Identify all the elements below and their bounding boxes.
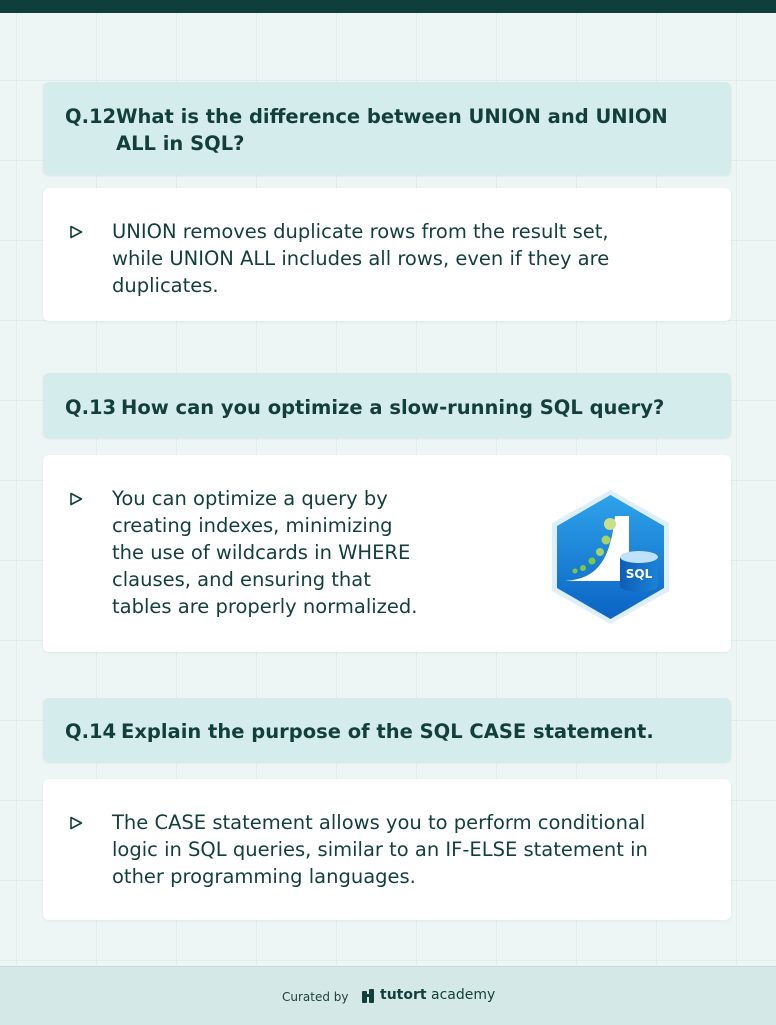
answer-box-14 (43, 779, 731, 920)
play-arrow-icon (69, 816, 83, 830)
question-number: Q.12 (65, 105, 117, 128)
question-text: What is the difference between UNION and UNION ALL in SQL? (116, 105, 668, 155)
tutort-logo-icon (362, 989, 375, 1003)
question-box-14 (43, 698, 731, 762)
answer-text: UNION removes duplicate rows from the result set, while UNION ALL includes all rows, even if they are duplicates. (112, 220, 610, 297)
play-arrow-icon (69, 492, 83, 506)
answer-box-13 (43, 455, 731, 652)
play-arrow-icon (69, 225, 83, 239)
brand-name: tutort academy (380, 987, 496, 1003)
sql-database-icon (548, 488, 673, 626)
question-text: How can you optimize a slow-running SQL query? (121, 396, 665, 419)
question-number: Q.13 (65, 396, 117, 419)
answer-text: The CASE statement allows you to perform conditional logic in SQL queries, similar to an IF-ELSE statement in other programming languages. (112, 811, 648, 888)
question-text: Explain the purpose of the SQL CASE statement. (121, 720, 654, 743)
question-number: Q.14 (65, 720, 117, 743)
svg-text:SQL: SQL (625, 567, 653, 581)
footer (0, 966, 776, 1025)
question-box-13 (43, 373, 731, 438)
answer-text: You can optimize a query by creating indexes, minimizing the use of wildcards in WHERE clauses, and ensuring that tables are properly normalized. (112, 487, 418, 618)
curated-by-label: Curated by (282, 990, 349, 1004)
question-box-12 (43, 82, 731, 175)
answer-box-12 (43, 188, 731, 321)
top-bar (0, 0, 776, 13)
